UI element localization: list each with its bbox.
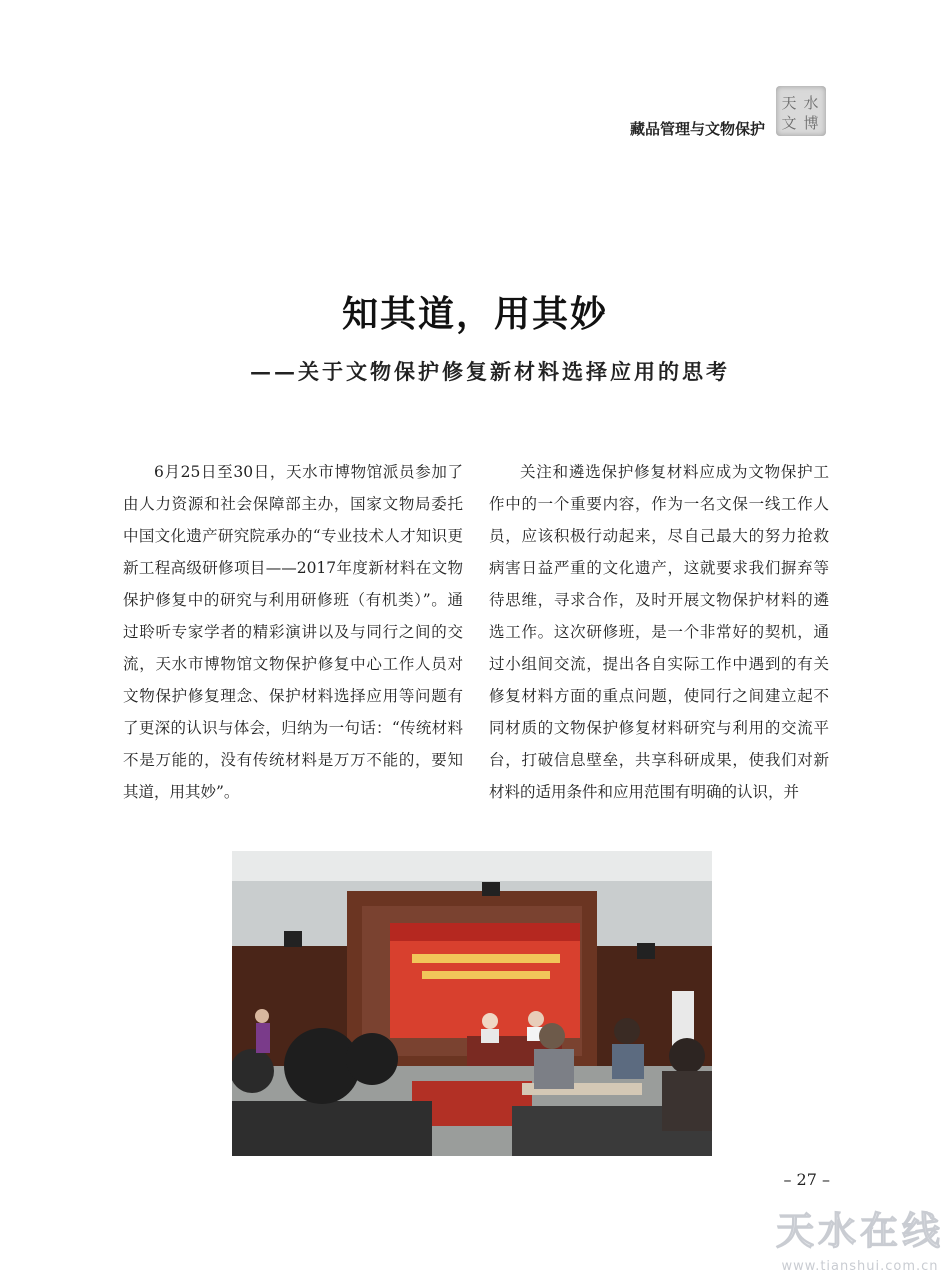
site-watermark-logo (760, 1200, 950, 1279)
svg-text:www.tianshui.com.cn: www.tianshui.com.cn (781, 1259, 939, 1274)
left-column (123, 456, 463, 808)
page-number: – 27 – (783, 1170, 830, 1189)
right-column (489, 456, 829, 808)
journal-logo-icon (776, 86, 826, 136)
article-subtitle: ——关于文物保护修复新材料选择应用的思考 (250, 359, 730, 384)
svg-text:文: 文 (781, 114, 797, 132)
right-paragraph: 关注和遴选保护修复材料应成为文物保护工作中的一个重要内容，作为一名文保一线工作人员，应该积极行动起来，尽自己最大的努力抢救病害日益严重的文化遗产，这就要求我们摒弃等待思维，寻求合作，及时开展文物保护材料的遴选工作。这次研修班，是一个非常好的契机，通过小组间交流，提出各自实际工作中遇到的有关修复材料方面的重点问题，使同行之间建立起不同材质的文物保护修复材料研究与利用的交流平台，打破信息壁垒，共享科研成果，使我们对新材料的适用条件和应用范围有明确的认识，并 (489, 463, 829, 801)
svg-text:天水在线: 天水在线 (775, 1208, 945, 1253)
svg-text:博: 博 (803, 114, 819, 132)
svg-text:水: 水 (803, 94, 819, 112)
conference-photo (232, 851, 712, 1156)
svg-text:天: 天 (781, 94, 797, 112)
left-paragraph: 6月25日至30日，天水市博物馆派员参加了由人力资源和社会保障部主办，国家文物局委托中国文化遗产研究院承办的“专业技术人才知识更新工程高级研修项目——2017年度新材料在文物保护修复中的研究与利用研修班（有机类）”。通过聆听专家学者的精彩演讲以及与同行之间的交流，天水市博物馆文物保护修复中心工作人员对文物保护修复理念、保护材料选择应用等问题有了更深的认识与体会，归纳为一句话：“传统材料不是万能的，没有传统材料是万万不能的，要知其道，用其妙”。 (123, 463, 463, 801)
article-title: 知其道，用其妙 (341, 293, 608, 335)
section-label: 藏品管理与文物保护 (629, 120, 765, 138)
